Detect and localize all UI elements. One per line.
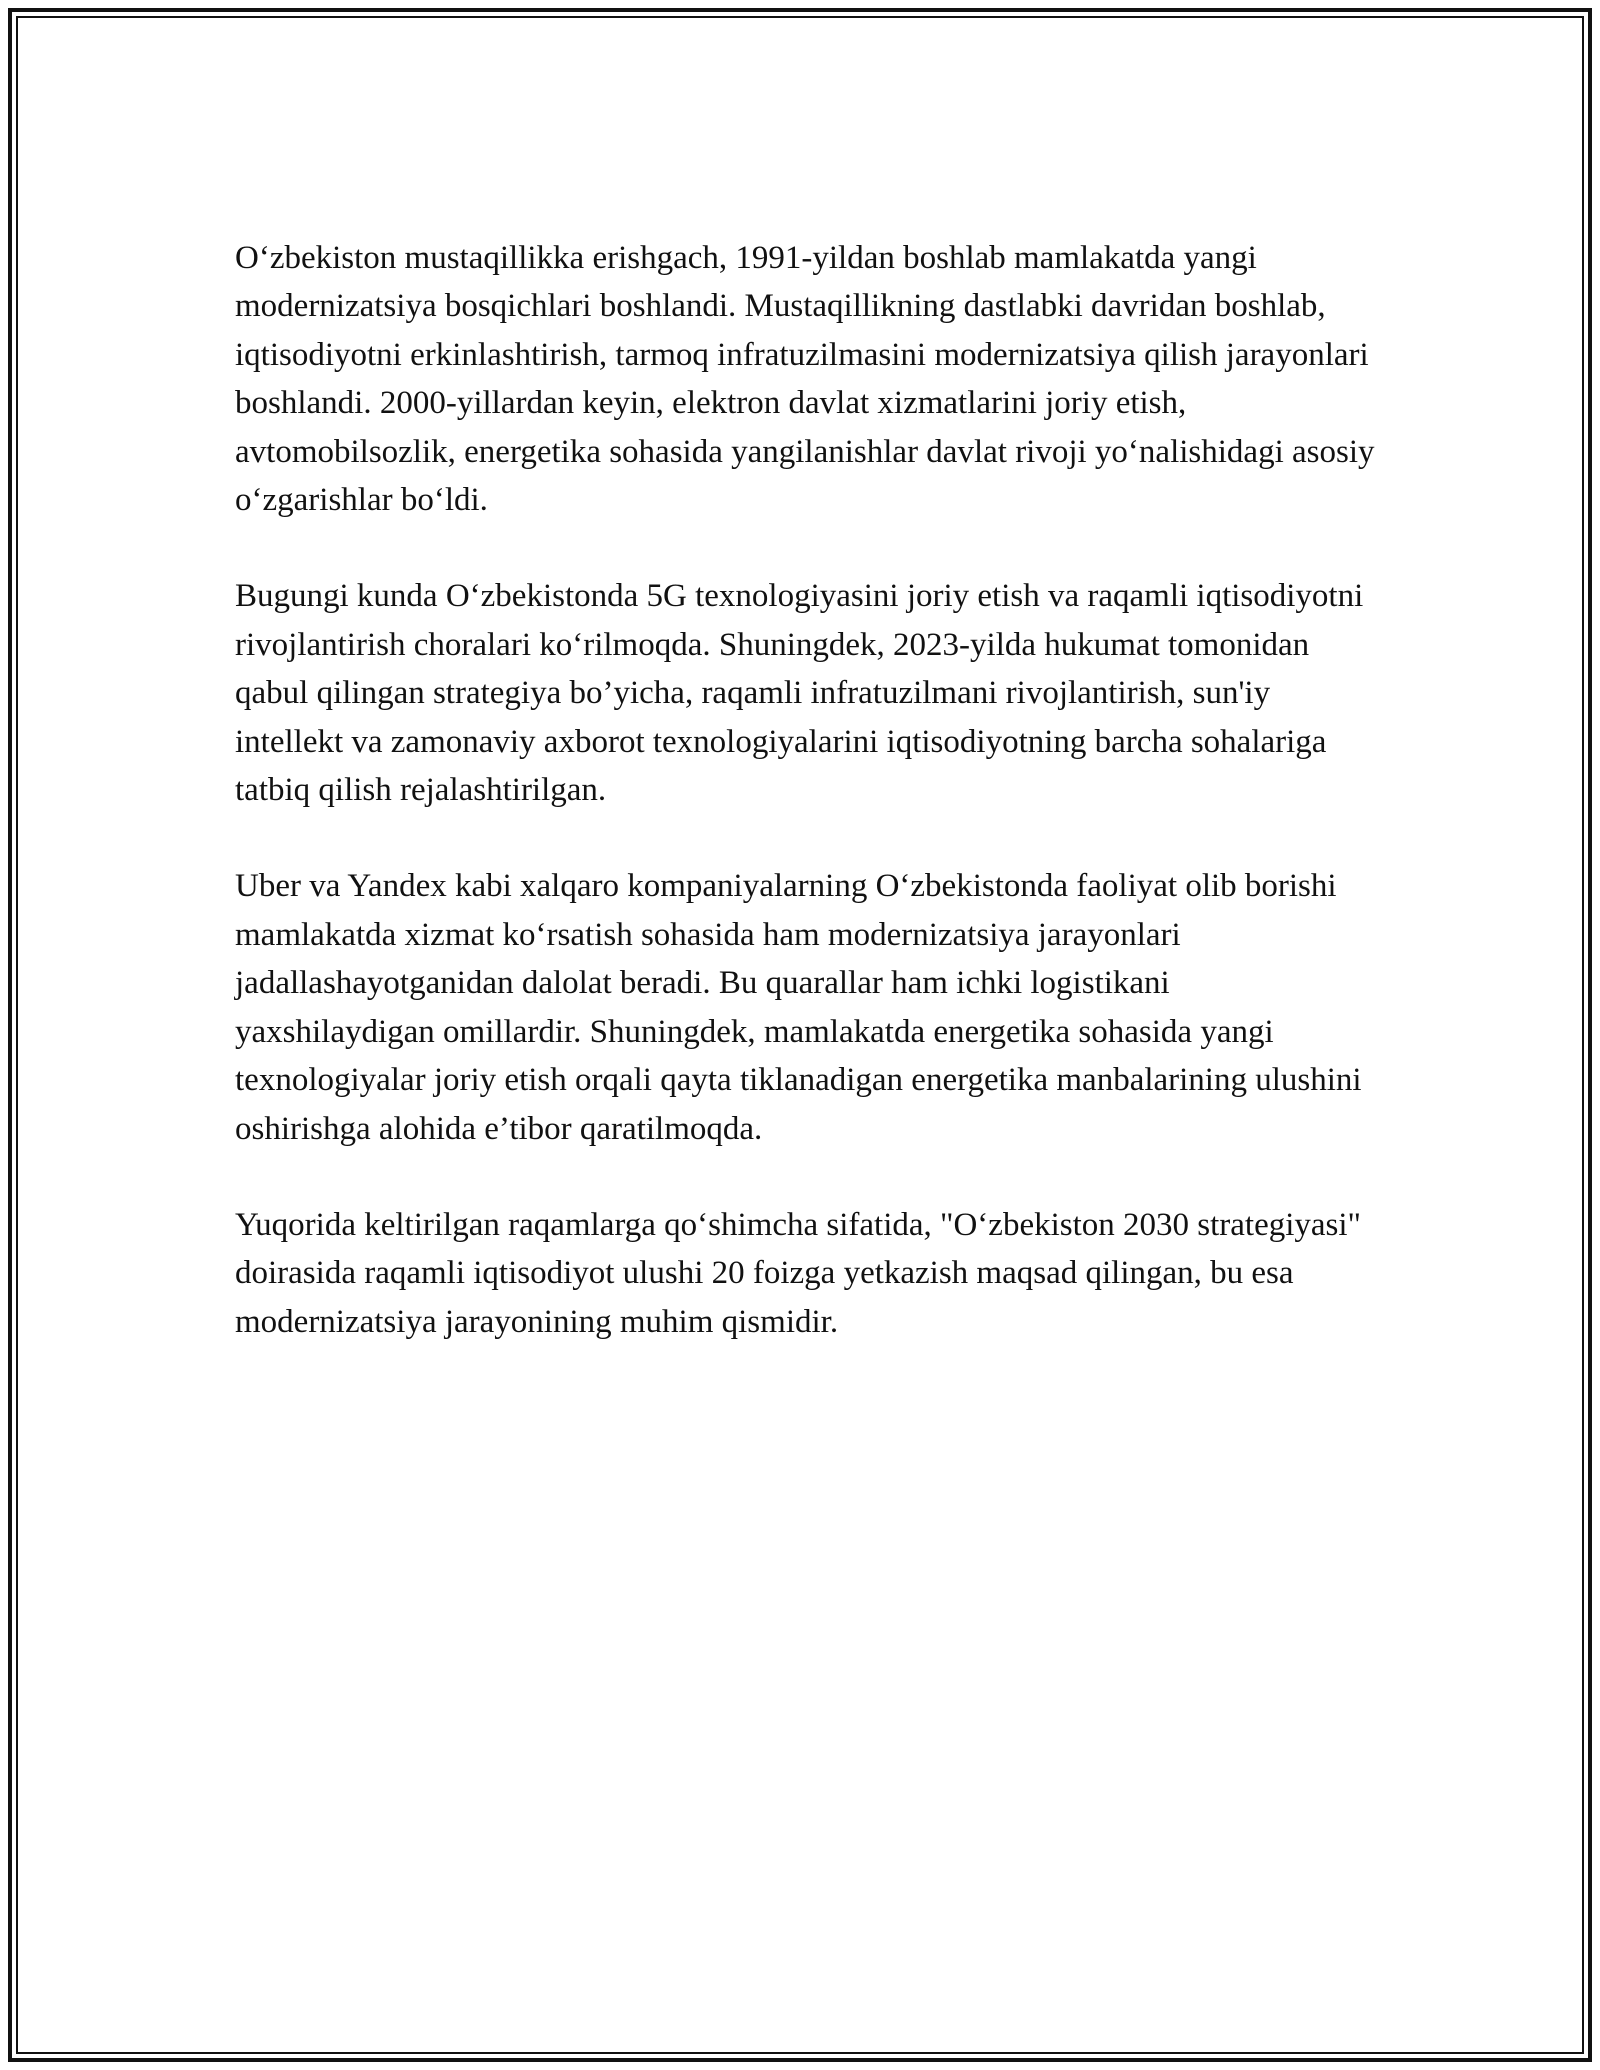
paragraph-strategy-2030: Yuqorida keltirilgan raqamlarga qo‘shimcha sifatida, "O‘zbekiston 2030 strategiyasi" doirasida raqamli iqtisodiyot ulushi 20 foizga yetkazish maqsad qilingan, bu esa modernizatsiya jarayonining muhim qismidir.	[235, 1206, 1362, 1340]
document-body	[235, 234, 1375, 1394]
paragraph-international-companies: Uber va Yandex kabi xalqaro kompaniyalarning O‘zbekistonda faoliyat olib borishi mamlakatda xizmat ko‘rsatish sohasida ham modernizatsiya jarayonlari jadallashayotganidan dalolat beradi. Bu quarallar ham ichki logistikani yaxshilaydigan omillardir. Shuningdek, mamlakatda energetika sohasida yangi texnologiyalar joriy etish orqali qayta tiklanadigan energetika manbalarining ulushini oshirishga alohida e’tibor qaratilmoqda.	[235, 868, 1362, 1147]
paragraph-independence-modernization: O‘zbekiston mustaqillikka erishgach, 1991-yildan boshlab mamlakatda yangi modernizatsiya bosqichlari boshlandi. Mustaqillikning dastlabki davridan boshlab, iqtisodiyotni erkinlashtirish, tarmoq infratuzilmasini modernizatsiya qilish jarayonlari boshlandi. 2000-yillardan keyin, elektron davlat xizmatlarini joriy etish, avtomobilsozlik, energetika sohasida yangilanishlar davlat rivoji yo‘nalishidagi asosiy o‘zgarishlar bo‘ldi.	[235, 240, 1375, 519]
paragraph-digital-economy: Bugungi kunda O‘zbekistonda 5G texnologiyasini joriy etish va raqamli iqtisodiyotni rivojlantirish choralari ko‘rilmoqda. Shuningdek, 2023-yilda hukumat tomonidan qabul qilingan strategiya bo’yicha, raqamli infratuzilmani rivojlantirish, sun'iy intellekt va zamonaviy axborot texnologiyalarini iqtisodiyotning barcha sohalariga tatbiq qilish rejalashtirilgan.	[235, 578, 1364, 809]
